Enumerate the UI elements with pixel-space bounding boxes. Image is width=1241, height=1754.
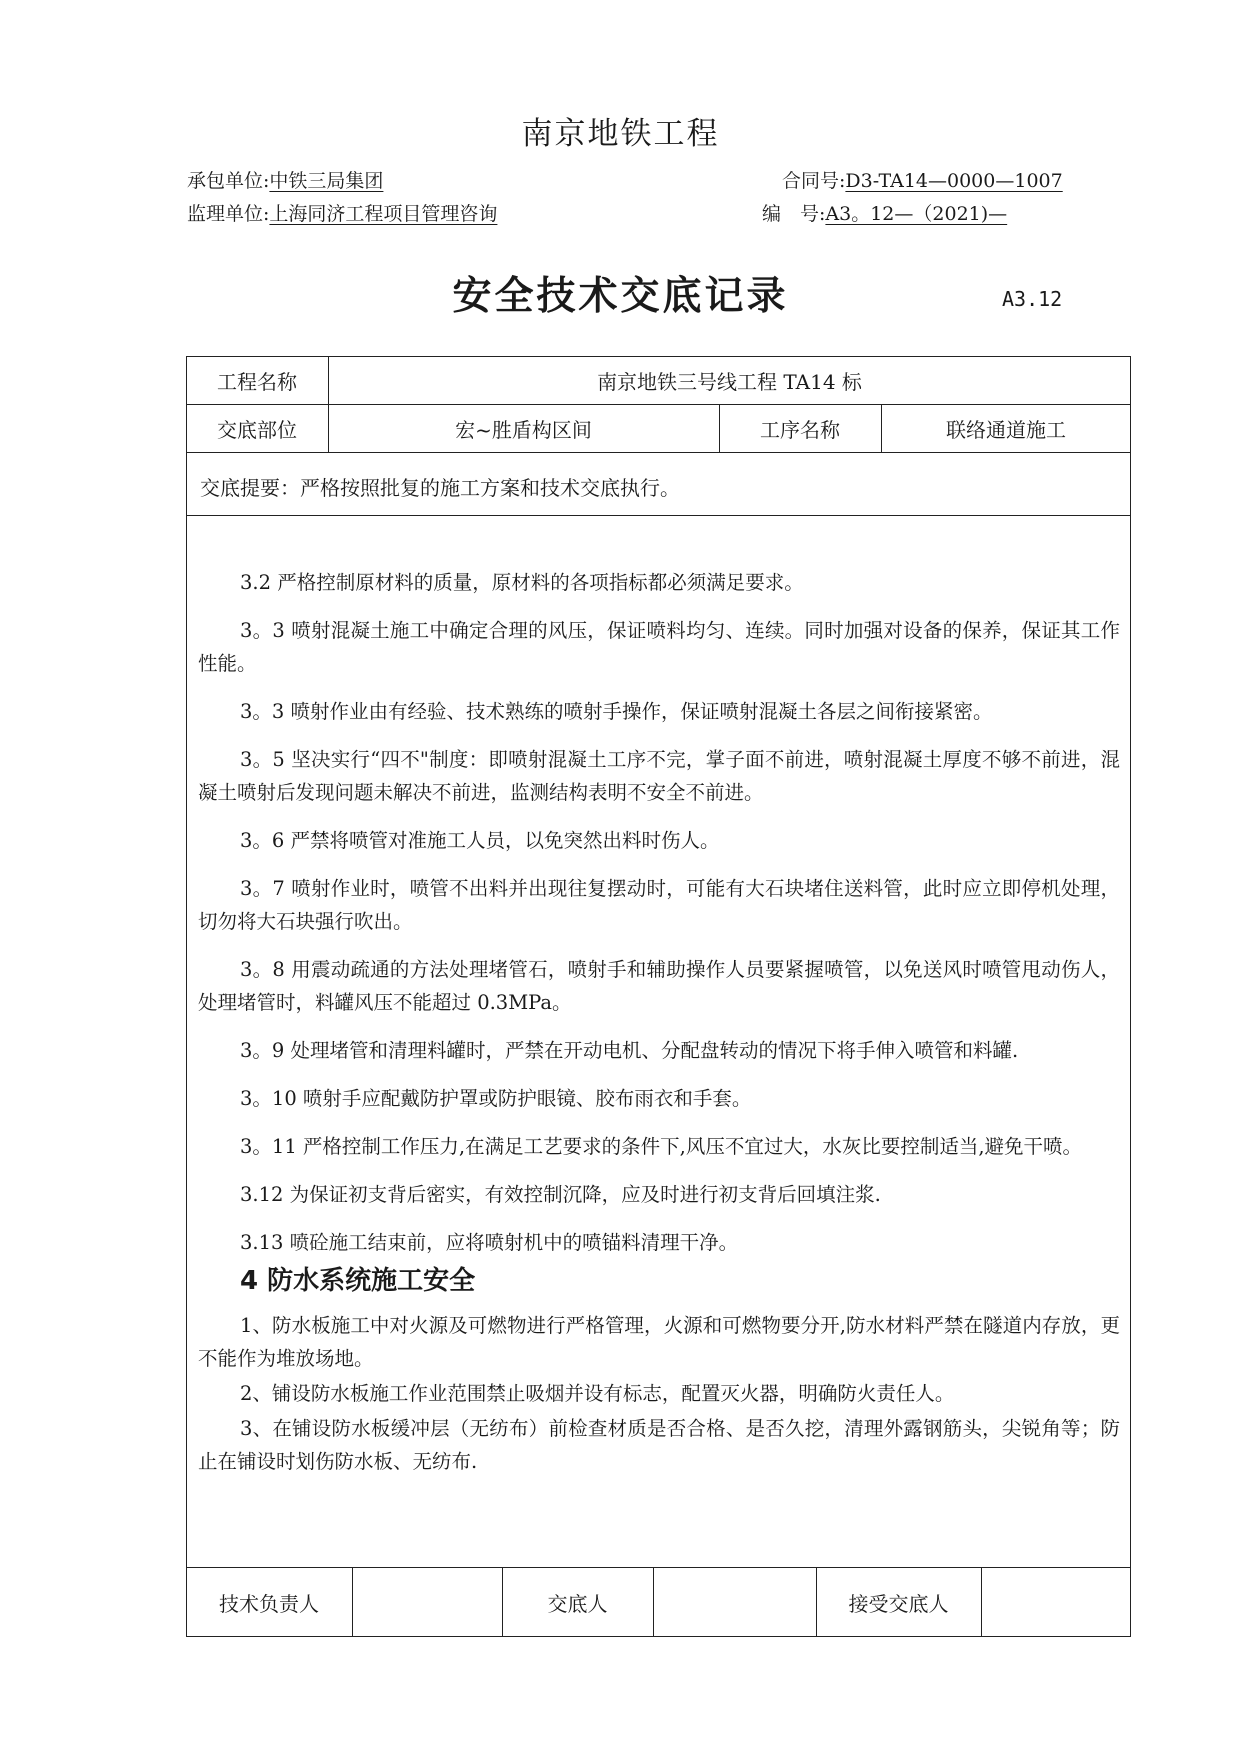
process-label: 工序名称 <box>760 417 840 442</box>
supervisor-label: 监理单位: <box>187 203 270 225</box>
contractor-label: 承包单位: <box>187 170 270 192</box>
form-code: A3.12 <box>1002 287 1063 311</box>
content-paragraph: 3。6 严禁将喷管对准施工人员，以免突然出料时伤人。 <box>240 829 720 852</box>
content-paragraph: 3。8 用震动疏通的方法处理堵管石，喷射手和辅助操作人员要紧握喷管，以免送风时喷管甩动伤人，处理堵管时，料罐风压不能超过 0.3MPa。 <box>198 958 1120 1014</box>
content-paragraph: 3.13 喷砼施工结束前，应将喷射机中的喷锚料清理干净。 <box>240 1231 739 1254</box>
discloser-label: 交底人 <box>547 1591 608 1616</box>
content-paragraph: 2、铺设防水板施工作业范围禁止吸烟并设有标志，配置灭火器，明确防火责任人。 <box>240 1382 955 1405</box>
content-paragraph: 3。7 喷射作业时，喷管不出料并出现往复摆动时，可能有大石块堵住送料管，此时应立即停机处理，切勿将大石块强行吹出。 <box>198 877 1120 933</box>
section-4-heading: 4 防水系统施工安全 <box>240 1266 476 1296</box>
contractor-value: 中铁三局集团 <box>269 170 384 192</box>
content-paragraph: 3。3 喷射作业由有经验、技术熟练的喷射手操作，保证喷射混凝土各层之间衔接紧密。 <box>240 700 993 723</box>
tech-lead-label: 技术负责人 <box>219 1591 319 1616</box>
project-name-value: 南京地铁三号线工程 TA14 标 <box>597 369 862 394</box>
discloser-signature[interactable] <box>653 1567 816 1637</box>
content-paragraph: 3。3 喷射混凝土施工中确定合理的风压，保证喷料均匀、连续。同时加强对设备的保养，保证其工作性能。 <box>198 619 1120 675</box>
tech-lead-signature[interactable] <box>352 1567 502 1637</box>
disclosure-summary: 交底提要：严格按照批复的施工方案和技术交底执行。 <box>200 476 680 500</box>
organization-title: 南京地铁工程 <box>521 116 720 152</box>
location-label: 交底部位 <box>217 417 297 442</box>
content-paragraph: 3。11 严格控制工作压力,在满足工艺要求的条件下,风压不宜过大，水灰比要控制适当,避免干喷。 <box>240 1135 1083 1158</box>
contract-number-row <box>782 166 1063 193</box>
disclosure-content <box>198 566 1120 1480</box>
location-value: 宏~胜盾构区间 <box>455 417 592 442</box>
receiver-label: 接受交底人 <box>848 1591 949 1616</box>
serial-number-label: 编 号: <box>762 203 826 225</box>
receiver-signature[interactable] <box>981 1567 1131 1637</box>
content-paragraph: 3。9 处理堵管和清理料罐时，严禁在开动电机、分配盘转动的情况下将手伸入喷管和料罐. <box>240 1039 1019 1062</box>
document-title: 安全技术交底记录 <box>452 274 789 319</box>
supervisor-row <box>187 199 497 226</box>
serial-number-row <box>762 199 1007 226</box>
content-paragraph: 3。5 坚决实行“四不"制度：即喷射混凝土工序不完，掌子面不前进，喷射混凝土厚度不够不前进，混凝土喷射后发现问题未解决不前进，监测结构表明不安全不前进。 <box>198 748 1120 804</box>
content-paragraph: 3。10 喷射手应配戴防护罩或防护眼镜、胶布雨衣和手套。 <box>240 1087 752 1110</box>
serial-number-value: A3。12—（2021)— <box>825 203 1008 225</box>
content-paragraph: 3、在铺设防水板缓冲层（无纺布）前检查材质是否合格、是否久挖，清理外露钢筋头，尖锐角等；防止在铺设时划伤防水板、无纺布. <box>198 1417 1120 1473</box>
process-value: 联络通道施工 <box>946 417 1066 442</box>
supervisor-value: 上海同济工程项目管理咨询 <box>269 203 498 225</box>
project-name-label: 工程名称 <box>217 369 297 394</box>
table-rule <box>186 452 1131 453</box>
table-rule <box>186 515 1131 516</box>
content-paragraph: 3.12 为保证初支背后密实，有效控制沉降，应及时进行初支背后回填注浆. <box>240 1183 881 1206</box>
content-paragraph: 1、防水板施工中对火源及可燃物进行严格管理，火源和可燃物要分开,防水材料严禁在隧道内存放，更不能作为堆放场地。 <box>198 1314 1120 1370</box>
contract-number-value: D3-TA14—0000—1007 <box>845 170 1063 192</box>
content-paragraph: 3.2 严格控制原材料的质量，原材料的各项指标都必须满足要求。 <box>240 571 804 594</box>
contractor-row <box>187 166 383 193</box>
contract-number-label: 合同号: <box>782 170 846 192</box>
